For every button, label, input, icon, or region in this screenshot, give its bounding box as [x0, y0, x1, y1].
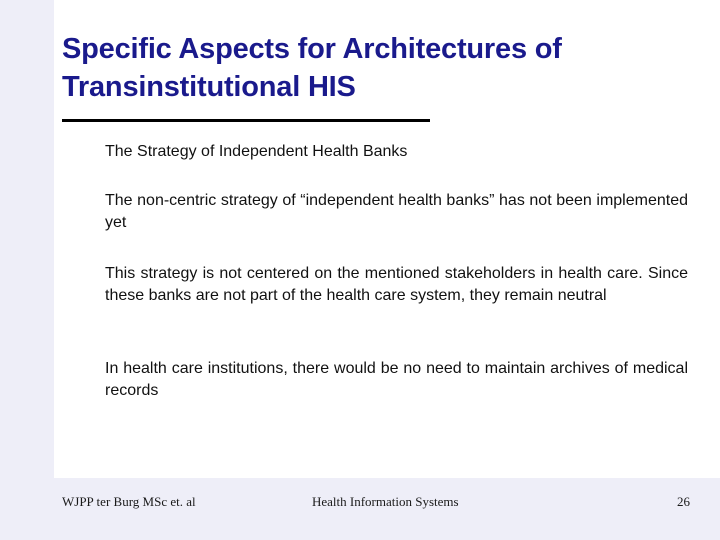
paragraph: This strategy is not centered on the mentioned stakeholders in health care. Since these banks are not part of the health care system, they remain neutral	[105, 265, 688, 304]
footer-page-number: 26	[677, 494, 690, 509]
left-decorative-band	[0, 0, 54, 540]
footer-course-title: Health Information Systems	[312, 494, 459, 509]
slide-title: Specific Aspects for Architectures of Transinstitutional HIS	[62, 33, 562, 103]
paragraph-heading: The Strategy of Independent Health Banks	[105, 143, 408, 160]
title-underline	[62, 119, 430, 122]
paragraph: In health care institutions, there would be no need to maintain archives of medical records	[105, 360, 688, 399]
paragraph: The non-centric strategy of “independent health banks” has not been implemented yet	[105, 192, 688, 231]
footer-author: WJPP ter Burg MSc et. al	[62, 494, 196, 509]
